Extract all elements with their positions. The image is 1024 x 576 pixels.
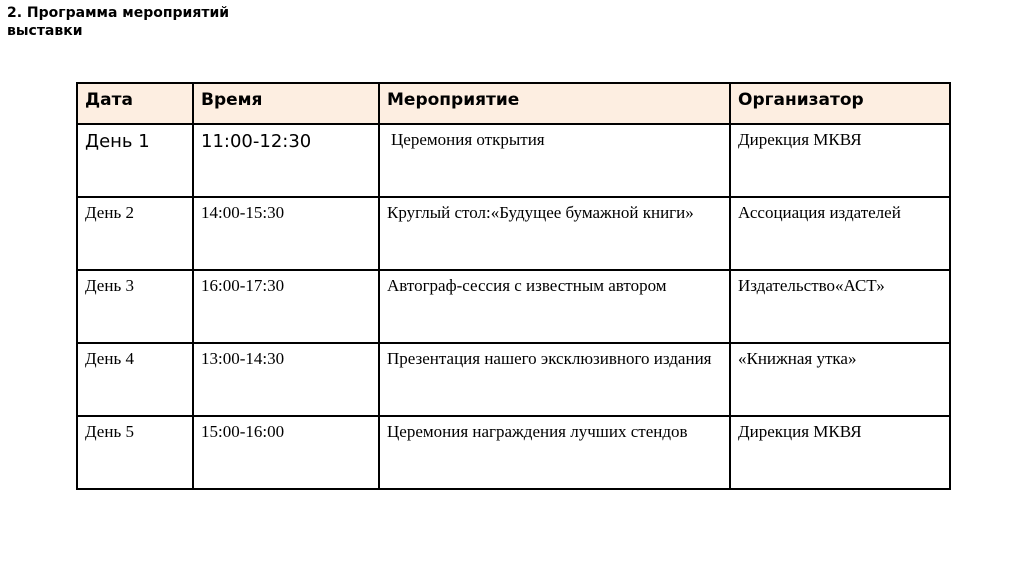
cell-date: День 2 — [77, 197, 193, 270]
cell-time: 13:00-14:30 — [193, 343, 379, 416]
cell-organizer: Дирекция МКВЯ — [730, 124, 950, 197]
cell-organizer: Ассоциация издателей — [730, 197, 950, 270]
cell-time: 11:00-12:30 — [193, 124, 379, 197]
table-row — [77, 416, 950, 489]
header-organizer: Организатор — [730, 83, 950, 124]
cell-organizer: Дирекция МКВЯ — [730, 416, 950, 489]
cell-time: 16:00-17:30 — [193, 270, 379, 343]
table-header-row — [77, 83, 950, 124]
cell-organizer: «Книжная утка» — [730, 343, 950, 416]
table-row — [77, 270, 950, 343]
schedule-table — [76, 82, 951, 490]
cell-time: 14:00-15:30 — [193, 197, 379, 270]
table-row — [77, 197, 950, 270]
cell-event: Автограф-сессия с известным автором — [379, 270, 730, 343]
cell-date: День 3 — [77, 270, 193, 343]
cell-date: День 4 — [77, 343, 193, 416]
cell-event: Круглый стол:«Будущее бумажной книги» — [379, 197, 730, 270]
cell-date: День 5 — [77, 416, 193, 489]
cell-event: Церемония открытия — [379, 124, 730, 197]
page-title: 2. Программа мероприятий выставки — [7, 5, 230, 39]
cell-date: День 1 — [77, 124, 193, 197]
header-event: Мероприятие — [379, 83, 730, 124]
table-row — [77, 343, 950, 416]
cell-event: Церемония награждения лучших стендов — [379, 416, 730, 489]
cell-organizer: Издательство«АСТ» — [730, 270, 950, 343]
cell-event: Презентация нашего эксклюзивного издания — [379, 343, 730, 416]
cell-time: 15:00-16:00 — [193, 416, 379, 489]
header-time: Время — [193, 83, 379, 124]
header-date: Дата — [77, 83, 193, 124]
table-row — [77, 124, 950, 197]
